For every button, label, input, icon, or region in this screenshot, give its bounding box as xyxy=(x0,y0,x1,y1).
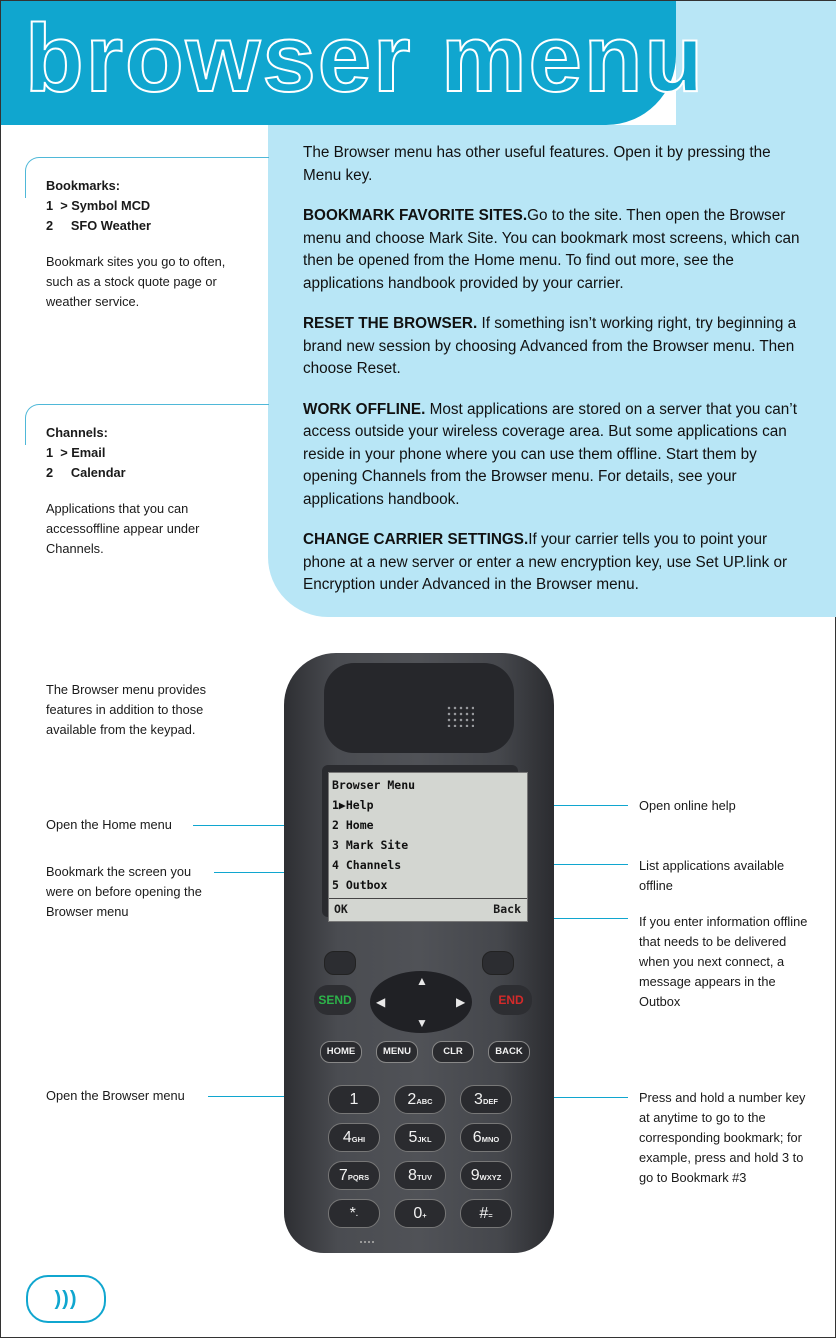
key-letters: MNO xyxy=(481,1135,500,1144)
lcd-menu-item[interactable]: 5 Outbox xyxy=(332,878,388,892)
key-letters: TUV xyxy=(416,1173,432,1182)
section-heading: CHANGE CARRIER SETTINGS. xyxy=(303,531,529,548)
callout-browser-menu: Open the Browser menu xyxy=(46,1088,185,1103)
section-heading: BOOKMARK FAVORITE SITES. xyxy=(303,207,528,224)
section-carrier xyxy=(303,529,803,597)
send-button[interactable]: SEND xyxy=(314,985,356,1015)
phone-illustration xyxy=(284,653,554,1253)
channels-description: Applications that you can accessoffline appear under Channels. xyxy=(46,501,200,556)
number-key-1[interactable] xyxy=(328,1085,380,1114)
number-key-5[interactable] xyxy=(394,1123,446,1152)
key-digit: 6 xyxy=(472,1129,482,1146)
key-digit: 8 xyxy=(408,1167,417,1184)
bookmark-item: 1 > Symbol MCD xyxy=(46,198,151,213)
callout-browser-provides: The Browser menu provides features in addition to those available from the keypad. xyxy=(46,682,207,737)
lcd-softkey-bar xyxy=(329,898,527,921)
menu-button[interactable]: MENU xyxy=(376,1041,418,1063)
info-panel-text xyxy=(303,142,803,615)
right-soft-key[interactable] xyxy=(482,951,514,975)
number-key-pound[interactable] xyxy=(460,1199,512,1228)
back-button[interactable]: BACK xyxy=(488,1041,530,1063)
lcd-menu-item[interactable]: 4 Channels xyxy=(332,858,402,872)
left-soft-key[interactable] xyxy=(324,951,356,975)
section-bookmark xyxy=(303,205,803,295)
section-body: Go to the site. Then open the Browser menu and choose Mark Site. You can bookmark most screens, which can then be opened from the Home menu. To find out more, see the applications handbook provided by your carrier. xyxy=(303,207,800,292)
key-digit: 1 xyxy=(349,1091,359,1108)
callout-online-help: Open online help xyxy=(639,798,736,813)
number-key-2[interactable] xyxy=(394,1085,446,1114)
lcd-menu-item[interactable]: 2 Home xyxy=(332,818,374,832)
number-key-8[interactable] xyxy=(394,1161,446,1190)
key-letters: WXYZ xyxy=(479,1173,502,1182)
nav-down-icon[interactable]: ▼ xyxy=(416,1016,428,1030)
callout-press-hold: Press and hold a number key at anytime to go to the corresponding bookmark; for example, press and hold 3 to go to Bookmark #3 xyxy=(639,1090,806,1185)
key-digit: 7 xyxy=(338,1167,348,1184)
sidebar-channels xyxy=(46,423,251,559)
nav-up-icon[interactable]: ▲ xyxy=(416,974,428,988)
number-key-0[interactable] xyxy=(394,1199,446,1228)
section-reset xyxy=(303,313,803,381)
lcd-menu-item[interactable]: 3 Mark Site xyxy=(332,838,409,852)
microphone-icon xyxy=(360,1241,374,1246)
section-body: Most applications are stored on a server that you can’t access outside your wireless coverage area. But some applications can reside in your phone where you can use them offline. Start them by opening Channels from the Browser menu. For details, see your applications handbook. xyxy=(303,400,797,508)
channel-item: 1 > Email xyxy=(46,445,106,460)
number-key-3[interactable] xyxy=(460,1085,512,1114)
key-digit: 9 xyxy=(470,1167,480,1184)
phone-earpiece-area xyxy=(324,663,514,753)
lcd-menu-item[interactable]: 1▶Help xyxy=(332,798,374,812)
bookmarks-title: Bookmarks: xyxy=(46,178,120,193)
header-banner xyxy=(1,1,706,125)
key-letters: ABC xyxy=(416,1097,433,1106)
callout-bookmark-screen: Bookmark the screen you were on before opening the Browser menu xyxy=(46,864,202,919)
speaker-grille-icon xyxy=(446,705,474,727)
soft-right-label[interactable]: Back xyxy=(493,902,521,916)
section-body: If something isn’t working right, try beginning a brand new session by choosing Advanced from the Browser menu. Then choose Reset. xyxy=(303,315,797,377)
lcd-content xyxy=(329,773,527,895)
key-digit: 0 xyxy=(413,1205,423,1222)
number-key-6[interactable] xyxy=(460,1123,512,1152)
callout-home-menu: Open the Home menu xyxy=(46,817,172,832)
clr-button[interactable]: CLR xyxy=(432,1041,474,1063)
section-offline xyxy=(303,399,803,512)
home-button[interactable]: HOME xyxy=(320,1041,362,1063)
wireless-logo: ))) xyxy=(26,1275,106,1323)
number-key-4[interactable] xyxy=(328,1123,380,1152)
number-key-9[interactable] xyxy=(460,1161,512,1190)
key-letters: · xyxy=(355,1211,359,1220)
intro-paragraph: The Browser menu has other useful features. Open it by pressing the Menu key. xyxy=(303,144,771,184)
key-digit: 2 xyxy=(407,1091,417,1108)
nav-right-icon[interactable]: ▶ xyxy=(456,995,466,1009)
phone-screen xyxy=(328,772,528,922)
number-key-7[interactable] xyxy=(328,1161,380,1190)
section-heading: RESET THE BROWSER. xyxy=(303,315,478,332)
number-key-star[interactable] xyxy=(328,1199,380,1228)
callout-outbox: If you enter information offline that needs to be delivered when you next connect, a message appears in the Outbox xyxy=(639,914,808,1009)
callout-list-apps: List applications available offline xyxy=(639,858,785,893)
key-digit: 3 xyxy=(474,1091,483,1108)
bookmarks-description: Bookmark sites you go to often, such as a stock quote page or weather service. xyxy=(46,254,226,309)
section-heading: WORK OFFLINE. xyxy=(303,400,426,418)
key-letters: DEF xyxy=(482,1097,498,1106)
key-digit: 4 xyxy=(342,1129,352,1146)
key-digit: * xyxy=(349,1205,356,1222)
page-title: browser menu xyxy=(25,5,706,112)
end-button[interactable]: END xyxy=(490,985,532,1015)
key-letters: PQRS xyxy=(347,1173,370,1182)
navigation-pad[interactable] xyxy=(370,971,472,1033)
channel-item: 2 Calendar xyxy=(46,465,126,480)
key-letters: GHI xyxy=(351,1135,366,1144)
channels-title: Channels: xyxy=(46,425,108,440)
key-letters: + xyxy=(422,1211,427,1220)
sidebar-bookmarks xyxy=(46,176,251,312)
lcd-title: Browser Menu xyxy=(332,778,416,792)
key-digit: # xyxy=(479,1205,489,1222)
key-letters: = xyxy=(488,1211,493,1220)
key-digit: 5 xyxy=(408,1129,418,1146)
soft-left-label[interactable]: OK xyxy=(334,902,348,916)
key-letters: JKL xyxy=(417,1135,432,1144)
section-body: If your carrier tells you to point your phone at a new server or enter a new encryption key, use Set UP.link or Encryption under Advanced in the Browser menu. xyxy=(303,531,788,593)
bookmark-item: 2 SFO Weather xyxy=(46,218,152,233)
nav-left-icon[interactable]: ◀ xyxy=(376,995,386,1009)
